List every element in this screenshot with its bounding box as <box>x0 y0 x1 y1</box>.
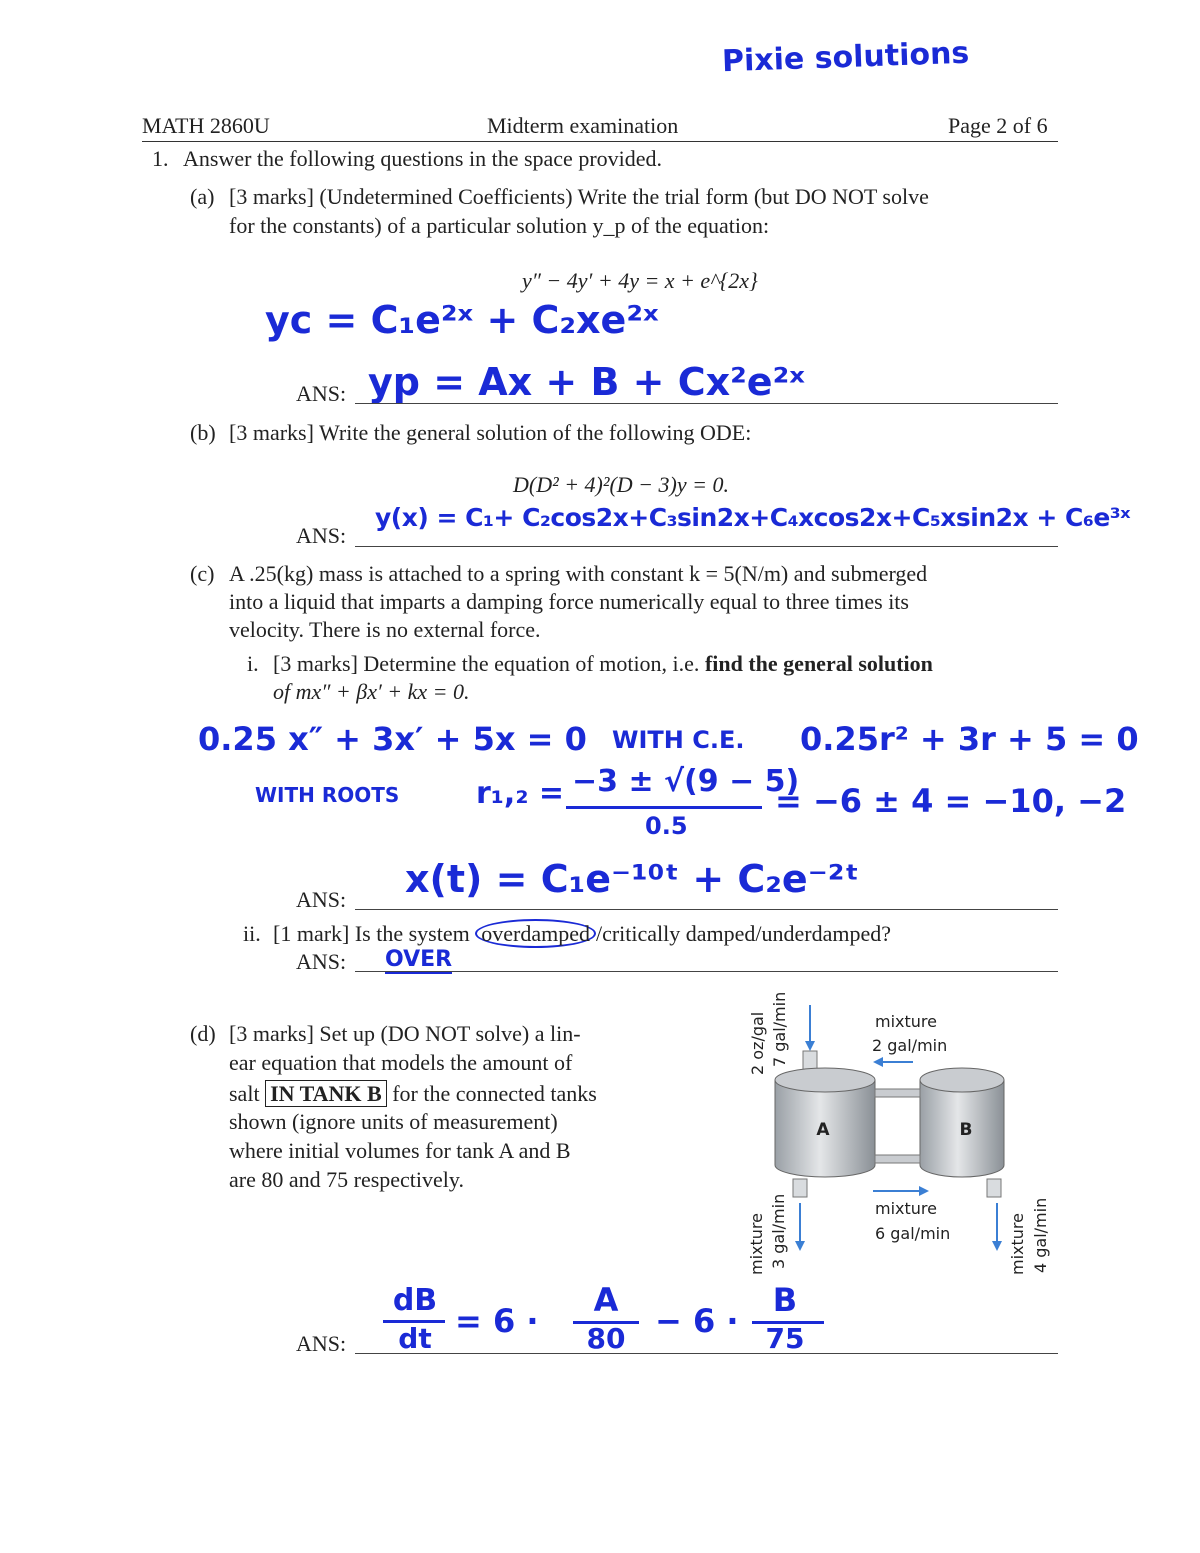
part-d-text-2: ear equation that models the amount of <box>229 1050 573 1075</box>
part-d-answer-minus: − 6 · <box>655 1302 739 1340</box>
part-a-answer: yp = Ax + B + Cx²e²ˣ <box>368 360 805 404</box>
inflow-rate: 7 gal/min <box>770 991 789 1067</box>
outflow-a-arrowhead <box>795 1241 805 1251</box>
part-d-text-3-post: for the connected tanks <box>392 1081 597 1106</box>
part-c-work-ce-label: WITH C.E. <box>612 726 745 754</box>
part-a-ans-label: ANS: <box>296 381 347 406</box>
tank-b-top <box>920 1068 1004 1092</box>
part-c-i-label: i. <box>247 651 259 676</box>
top-mixture-label: mixture <box>875 1012 937 1031</box>
part-c-text-2: into a liquid that imparts a damping force numerically equal to three times its <box>229 589 909 614</box>
page-number: Page 2 of 6 <box>948 113 1048 138</box>
part-d-label: (d) <box>190 1021 216 1046</box>
part-c-ii-answer-line <box>355 971 1058 972</box>
part-c-i-text-plain: [3 marks] Determine the equation of motion, i.e. <box>273 651 700 676</box>
part-d-text-6: are 80 and 75 respectively. <box>229 1167 464 1192</box>
part-d-answer-lhs-num: dB <box>392 1283 438 1318</box>
part-d-text-1: [3 marks] Set up (DO NOT solve) a lin- <box>229 1021 581 1046</box>
part-c-work-r: r₁,₂ = <box>476 776 565 811</box>
part-d-answer-f1-den: 80 <box>586 1322 626 1355</box>
part-c-ii-text-plain: [1 mark] Is the system <box>273 921 470 946</box>
outflow-a-mixture-label: mixture <box>747 1213 766 1275</box>
part-c-work-numerator: −3 ± √(9 − 5) <box>572 764 800 799</box>
part-c-work-result: = −6 ± 4 = −10, −2 <box>775 782 1127 820</box>
part-c-ii-circled-option: overdamped <box>475 919 596 948</box>
outflow-b-rate-label: 4 gal/min <box>1031 1197 1050 1273</box>
part-c-label: (c) <box>190 561 215 586</box>
part-b-answer-line <box>355 546 1058 547</box>
outflow-b-arrowhead <box>992 1241 1002 1251</box>
part-c-i-text-1 <box>273 650 933 678</box>
part-b-ans-label: ANS: <box>296 523 347 548</box>
part-c-i-answer-line <box>355 909 1058 910</box>
handwritten-title: Pixie solutions <box>721 35 970 80</box>
part-c-text-3: velocity. There is no external force. <box>229 617 541 642</box>
outflow-pipe-b <box>987 1179 1001 1197</box>
mid-rate-label: 6 gal/min <box>875 1224 951 1243</box>
question-intro: Answer the following questions in the space provided. <box>183 146 663 171</box>
exam-title: Midterm examination <box>487 113 679 138</box>
tank-a-letter: A <box>816 1120 830 1140</box>
part-c-ii-text <box>273 920 891 948</box>
course-code: MATH 2860U <box>142 113 270 138</box>
tank-a-top <box>775 1068 875 1092</box>
part-c-work-denominator: 0.5 <box>645 812 688 840</box>
bottom-connecting-pipe <box>875 1155 920 1163</box>
part-c-work-ode: 0.25 x″ + 3x′ + 5x = 0 <box>198 720 587 758</box>
top-rate-label: 2 gal/min <box>872 1036 948 1055</box>
part-d-text-3 <box>229 1080 597 1108</box>
part-b-text: [3 marks] Write the general solution of the following ODE: <box>229 420 752 445</box>
mid-mixture-label: mixture <box>875 1199 937 1218</box>
part-c-work-roots-label: WITH ROOTS <box>255 783 400 807</box>
part-d-answer-line <box>355 1353 1058 1354</box>
part-d-boxed-tank-b: IN TANK B <box>265 1080 387 1107</box>
part-c-ii-ans-label: ANS: <box>296 949 347 974</box>
inflow-arrowhead <box>805 1041 815 1051</box>
part-b-answer: y(x) = C₁+ C₂cos2x+C₃sin2x+C₄xcos2x+C₅xsin2x + C₆e³ˣ <box>375 503 1131 532</box>
part-d-answer-f2-num: B <box>772 1281 798 1319</box>
tanks-diagram <box>735 985 1065 1285</box>
part-c-ii-text-rest: /critically damped/underdamped? <box>595 921 892 946</box>
question-number: 1. <box>152 146 169 171</box>
part-a-text-2: for the constants) of a particular solution y_p of the equation: <box>229 213 770 238</box>
part-d-answer-f2-den: 75 <box>765 1322 805 1355</box>
part-b-label: (b) <box>190 420 216 445</box>
part-a-text-1: [3 marks] (Undetermined Coefficients) Write the trial form (but DO NOT solve <box>229 184 929 209</box>
part-c-i-text-2: of mx″ + βx′ + kx = 0. <box>273 679 470 704</box>
part-a-equation: y″ − 4y′ + 4y = x + e^{2x} <box>522 268 758 293</box>
header-rule <box>142 141 1058 142</box>
part-c-i-text-bold: find the general solution <box>704 651 933 676</box>
part-a-answer-line <box>355 403 1058 404</box>
part-c-i-ans-label: ANS: <box>296 887 347 912</box>
part-c-ii-answer: OVER <box>385 947 453 972</box>
part-c-text-1: A .25(kg) mass is attached to a spring with constant k = 5(N/m) and submerged <box>229 561 928 586</box>
tank-b-letter: B <box>959 1120 973 1140</box>
outflow-a-rate-label: 3 gal/min <box>769 1193 788 1269</box>
outflow-b-mixture-label: mixture <box>1008 1213 1027 1275</box>
part-a-work-yc: yc = C₁e²ˣ + C₂xe²ˣ <box>265 298 659 342</box>
part-d-answer-lhs-den: dt <box>398 1322 432 1355</box>
outflow-pipe-a <box>793 1179 807 1197</box>
part-c-i-answer: x(t) = C₁e⁻¹⁰ᵗ + C₂e⁻²ᵗ <box>405 857 860 901</box>
part-d-answer-eq: = 6 · <box>455 1302 539 1340</box>
part-c-work-ce: 0.25r² + 3r + 5 = 0 <box>800 720 1139 758</box>
mid-flow-arrowhead <box>919 1186 929 1196</box>
part-d-text-4: shown (ignore units of measurement) <box>229 1109 558 1134</box>
top-connecting-pipe <box>875 1089 920 1097</box>
top-flow-arrowhead <box>873 1057 883 1067</box>
inflow-concentration: 2 oz/gal <box>748 1011 767 1075</box>
part-c-ii-label: ii. <box>243 921 261 946</box>
part-d-text-3-pre: salt <box>229 1081 260 1106</box>
part-c-fraction-bar <box>566 806 762 809</box>
part-d-ans-label: ANS: <box>296 1331 347 1356</box>
part-a-label: (a) <box>190 184 215 209</box>
part-d-text-5: where initial volumes for tank A and B <box>229 1138 571 1163</box>
part-d-answer-f1-num: A <box>593 1281 619 1319</box>
part-b-equation: D(D² + 4)²(D − 3)y = 0. <box>513 472 729 497</box>
